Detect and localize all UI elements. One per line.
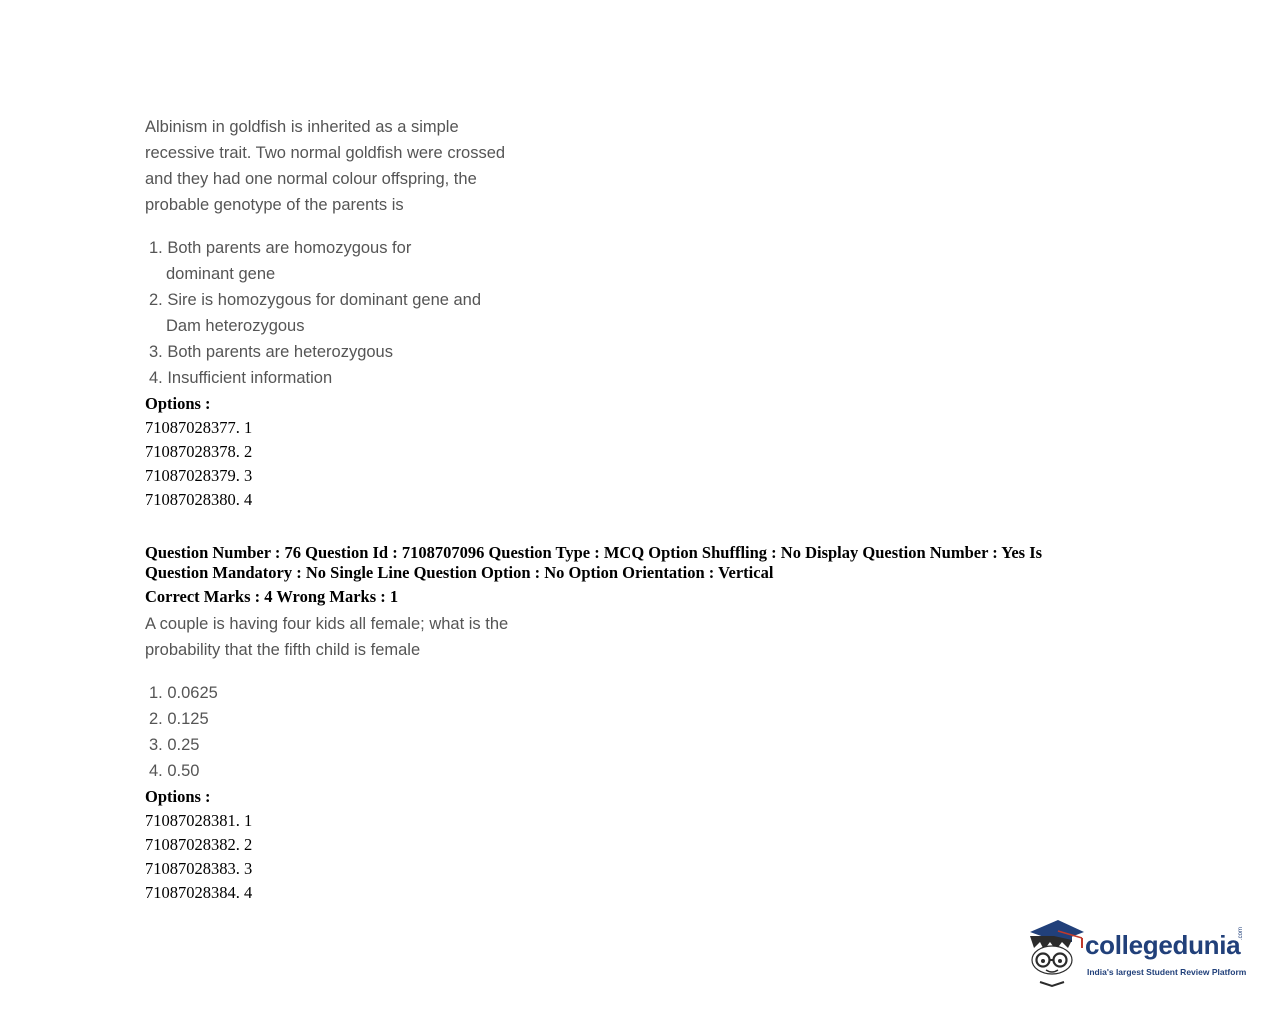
question-meta-line: Question Mandatory : No Single Line Question Option : No Option Orientation : Vertical <box>145 563 774 582</box>
option-id: 71087028379. 3 <box>145 466 253 485</box>
question-2-line: A couple is having four kids all female; what is the <box>145 615 509 633</box>
option-id: 71087028382. 2 <box>145 835 253 854</box>
question-1-line: recessive trait. Two normal goldfish were crossed <box>145 144 506 162</box>
choice-text: 1. Both parents are homozygous for <box>149 239 412 257</box>
question-1-text <box>145 114 505 218</box>
choice-text: 2. Sire is homozygous for dominant gene and <box>149 291 482 309</box>
choice-item: 2. 0.125 <box>149 710 209 728</box>
collegedunia-logo <box>1024 914 1254 990</box>
option-id: 71087028381. 1 <box>145 811 253 830</box>
question-1-options <box>145 392 252 512</box>
choice-item <box>149 287 481 339</box>
question-2-text <box>145 611 508 663</box>
question-1-line: and they had one normal colour offspring, the <box>145 170 477 188</box>
choice-item <box>149 235 481 287</box>
question-1-line: probable genotype of the parents is <box>145 196 404 214</box>
choice-item: 1. 0.0625 <box>149 684 218 702</box>
option-id: 71087028380. 4 <box>145 490 253 509</box>
options-heading: Options : <box>145 787 211 806</box>
question-1-line: Albinism in goldfish is inherited as a simple <box>145 118 459 136</box>
choice-item: 4. 0.50 <box>149 762 200 780</box>
options-heading: Options : <box>145 394 211 413</box>
choice-item: 3. 0.25 <box>149 736 200 754</box>
question-marks: Correct Marks : 4 Wrong Marks : 1 <box>145 587 399 606</box>
choice-item <box>149 339 481 365</box>
choice-text: 4. Insufficient information <box>149 369 333 387</box>
choice-text: 3. Both parents are heterozygous <box>149 343 393 361</box>
question-1-choices <box>149 235 481 391</box>
graduation-cap-mascot-icon <box>1024 914 1086 990</box>
question-2-meta <box>145 543 1042 609</box>
choice-text-continued: Dam heterozygous <box>166 317 305 335</box>
logo-tagline: India's largest Student Review Platform <box>1087 967 1247 977</box>
option-id: 71087028378. 2 <box>145 442 253 461</box>
question-2-choices <box>149 680 218 784</box>
option-id: 71087028384. 4 <box>145 883 253 902</box>
logo-suffix: .com <box>1238 926 1244 940</box>
logo-wordmark: collegedunia <box>1085 930 1241 960</box>
choice-item <box>149 365 481 391</box>
choice-text-continued: dominant gene <box>166 265 276 283</box>
option-id: 71087028383. 3 <box>145 859 253 878</box>
question-meta-line: Question Number : 76 Question Id : 7108707096 Question Type : MCQ Option Shuffling : No Display Question Number : Yes Is <box>145 543 1043 562</box>
question-2-line: probability that the fifth child is female <box>145 641 421 659</box>
question-2-options <box>145 785 252 905</box>
option-id: 71087028377. 1 <box>145 418 253 437</box>
